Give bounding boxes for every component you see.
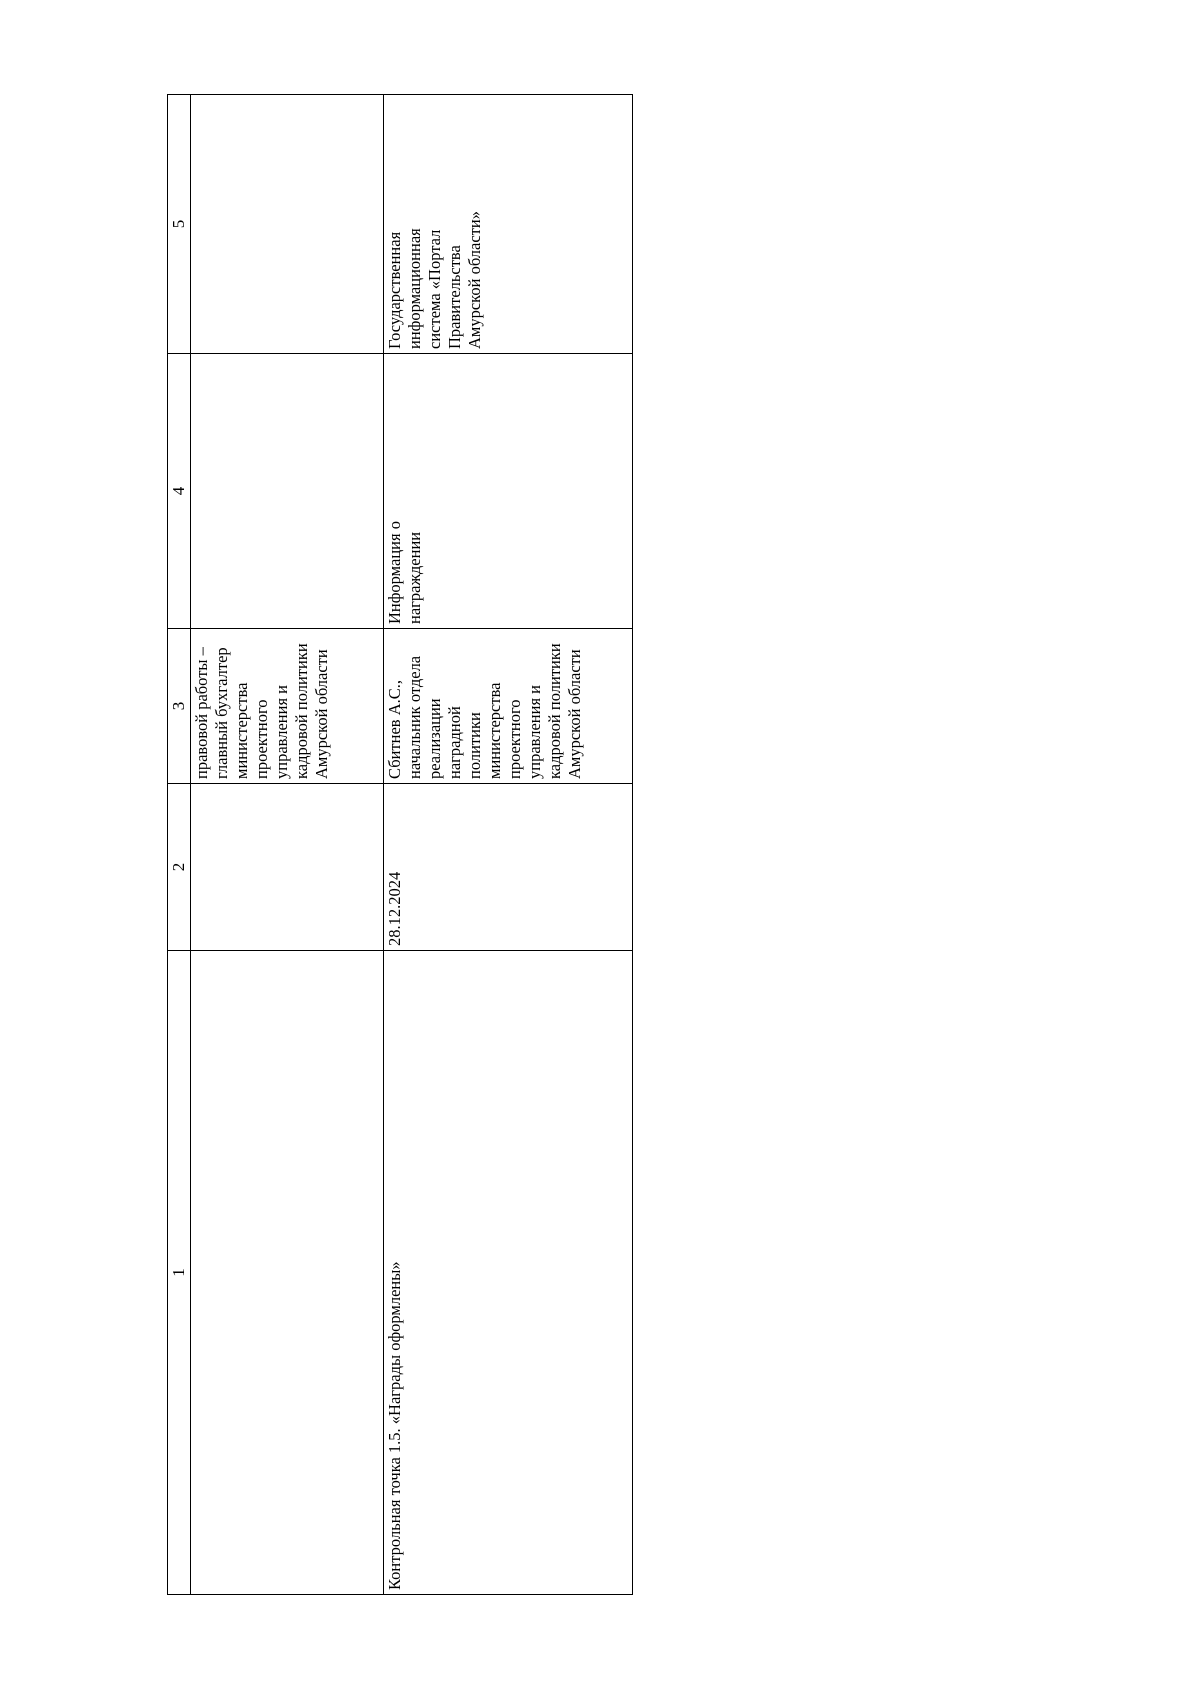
table-row bbox=[384, 95, 633, 1595]
cell-responsible: Сбитнев А.С., начальник отдела реализации наградной политики министерства проектного управления и кадровой политики Амурской области bbox=[384, 629, 633, 784]
cell-date bbox=[191, 784, 384, 951]
cell-point-name bbox=[191, 951, 384, 1595]
column-number-2: 2 bbox=[168, 784, 191, 951]
cell-document bbox=[191, 354, 384, 629]
column-number-3: 3 bbox=[168, 629, 191, 784]
cell-information-system bbox=[191, 95, 384, 354]
cell-information-system: Государственная информационная система «Портал Правительства Амурской области» bbox=[384, 95, 633, 354]
control-points-table bbox=[167, 94, 633, 1595]
column-number-5: 5 bbox=[168, 95, 191, 354]
table-header-row bbox=[168, 95, 191, 1595]
column-number-1: 1 bbox=[168, 951, 191, 1595]
cell-responsible: правовой работы – главный бухгалтер министерства проектного управления и кадровой политики Амурской области bbox=[191, 629, 384, 784]
cell-document: Информация о награждении bbox=[384, 354, 633, 629]
column-number-4: 4 bbox=[168, 354, 191, 629]
table-row bbox=[191, 95, 384, 1595]
cell-date: 28.12.2024 bbox=[384, 784, 633, 951]
cell-point-name: Контрольная точка 1.5. «Награды оформлены» bbox=[384, 951, 633, 1595]
